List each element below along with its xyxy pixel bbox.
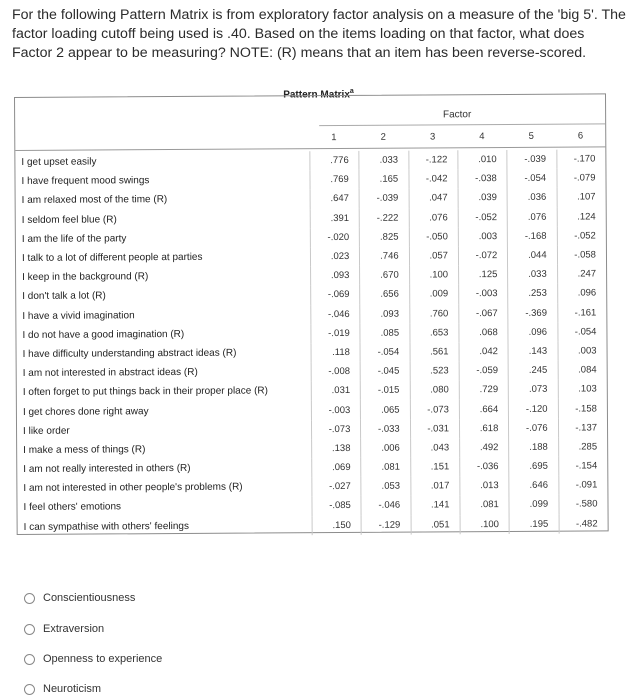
loading-cell: -.161 <box>557 303 606 322</box>
loading-cell: .096 <box>508 322 557 341</box>
item-label: I make a mess of things (R) <box>23 444 146 456</box>
loading-cell: -.020 <box>310 228 359 247</box>
loading-cell: .003 <box>557 341 606 360</box>
loading-cell: -.003 <box>458 284 507 303</box>
table-row <box>18 514 608 537</box>
item-label: I don't talk a lot (R) <box>22 290 106 303</box>
loading-cell: -.069 <box>310 285 359 304</box>
loading-cell: .245 <box>508 361 557 380</box>
loading-cell: .195 <box>509 514 558 533</box>
loading-cell: .253 <box>507 284 556 303</box>
loading-cell: .076 <box>408 208 457 227</box>
loading-cell: .746 <box>359 247 408 266</box>
loading-cell: -.008 <box>311 362 360 381</box>
loading-cell: .247 <box>557 265 606 284</box>
factor-column-1: 1 <box>331 132 337 144</box>
loading-cell: .653 <box>409 323 458 342</box>
loading-cell: .099 <box>509 495 558 514</box>
loading-cell: .561 <box>409 342 458 361</box>
loading-cell: -.073 <box>311 420 360 439</box>
loading-cell: .036 <box>507 188 556 207</box>
loading-cell: -.042 <box>408 169 457 188</box>
loading-cell: .143 <box>508 342 557 361</box>
loading-cell: .107 <box>556 188 605 207</box>
loading-cell: .085 <box>360 323 409 342</box>
loading-cell: -.091 <box>558 476 607 495</box>
loading-cell: .125 <box>458 265 507 284</box>
loading-cell: -.015 <box>360 381 409 400</box>
loading-cell: .033 <box>507 265 556 284</box>
loading-cell: .080 <box>409 381 458 400</box>
item-label: I get chores done right away <box>22 405 149 418</box>
option-label: Openness to experience <box>43 653 163 665</box>
loading-cell: .656 <box>359 285 408 304</box>
loading-cell: -.170 <box>556 149 605 168</box>
loading-cell: .150 <box>312 515 361 534</box>
loading-cell: .010 <box>457 150 506 169</box>
loading-cell: .165 <box>359 170 408 189</box>
table-rows <box>15 149 607 536</box>
factor-column-6: 6 <box>577 130 584 142</box>
loading-cell: -.067 <box>458 303 507 322</box>
loading-cell: .188 <box>508 437 557 456</box>
pattern-matrix-table <box>14 93 609 535</box>
loading-cell: -.027 <box>311 477 360 496</box>
loading-cell: -.046 <box>310 304 359 323</box>
loading-cell: .057 <box>409 246 458 265</box>
loading-cell: -.054 <box>360 342 409 361</box>
item-label: I am not interested in abstract ideas (R) <box>22 367 198 380</box>
factor-column-3: 3 <box>429 131 436 143</box>
loading-cell: -.079 <box>556 169 605 188</box>
loading-cell: .065 <box>360 400 409 419</box>
loading-cell: -.085 <box>311 496 360 515</box>
loading-cell: -.369 <box>508 303 557 322</box>
loading-cell: .523 <box>409 361 458 380</box>
loading-cell: .081 <box>459 495 508 514</box>
loading-cell: -.031 <box>410 419 459 438</box>
loading-cell: -.033 <box>360 419 409 438</box>
item-label: I can sympathise with others' feelings <box>23 520 189 533</box>
loading-cell: .825 <box>359 227 408 246</box>
loading-cell: .141 <box>410 496 459 515</box>
option-neuroticism[interactable] <box>24 683 101 695</box>
loading-cell: .695 <box>509 457 558 476</box>
loading-cell: .646 <box>509 476 558 495</box>
item-label: I do not have a good imagination (R) <box>22 328 185 341</box>
item-label: I am not interested in other people's problems (R) <box>23 481 243 495</box>
item-label: I feel others' emotions <box>23 501 122 514</box>
option-label: Neuroticism <box>43 683 102 695</box>
loading-cell: -.120 <box>508 399 557 418</box>
loading-cell: .039 <box>458 188 507 207</box>
loading-cell: .391 <box>310 208 359 227</box>
loading-cell: .492 <box>459 438 508 457</box>
loading-cell: .084 <box>557 360 606 379</box>
loading-cell: .053 <box>361 477 410 496</box>
factor-column-4: 4 <box>479 131 485 143</box>
loading-cell: -.019 <box>310 324 359 343</box>
loading-cell: .096 <box>557 284 606 303</box>
loading-cell: .069 <box>311 458 360 477</box>
loading-cell: -.054 <box>557 322 606 341</box>
loading-cell: .118 <box>311 343 360 362</box>
loading-cell: -.050 <box>408 227 457 246</box>
loading-cell: -.046 <box>361 496 410 515</box>
radio-icon[interactable] <box>24 654 35 665</box>
factor-column-2: 2 <box>380 131 386 143</box>
pattern-matrix-title: Pattern Matrix$^a$ <box>283 88 354 101</box>
item-label: I am the life of the party <box>21 233 127 245</box>
loading-cell: .151 <box>410 457 459 476</box>
factor-header: Factor <box>442 109 472 121</box>
loading-cell: .776 <box>309 151 358 170</box>
loading-cell: .017 <box>410 476 459 495</box>
loading-cell: .043 <box>410 438 459 457</box>
loading-cell: -.137 <box>558 418 607 437</box>
loading-cell: .023 <box>310 247 359 266</box>
option-label: Conscientiousness <box>43 592 136 604</box>
loading-cell: .093 <box>310 266 359 285</box>
question-text: For the following Pattern Matrix is from exploratory factor analysis on a measure of the 'big 5'. The factor loading cutoff being used is .40. Based on the items loading on that factor, what does Factor 2 appear to be measuring? NOTE: (R) means that an item has been reverse-scored. <box>12 7 626 61</box>
loading-cell: -.482 <box>558 514 607 533</box>
factor-column-5: 5 <box>528 130 534 142</box>
loading-cell: .042 <box>458 342 507 361</box>
radio-icon[interactable] <box>24 624 35 635</box>
loading-cell: .647 <box>310 189 359 208</box>
loading-cell: -.054 <box>507 169 556 188</box>
loading-cell: .076 <box>507 207 556 226</box>
item-label: I seldom feel blue (R) <box>21 214 117 226</box>
loading-cell: .664 <box>459 399 508 418</box>
loading-cell: .047 <box>408 189 457 208</box>
loading-cell: -.039 <box>507 150 556 169</box>
loading-cell: .124 <box>556 207 605 226</box>
loading-cell: .081 <box>361 458 410 477</box>
loading-cell: .013 <box>459 476 508 495</box>
loading-cell: -.039 <box>359 189 408 208</box>
loading-cell: -.168 <box>507 226 556 245</box>
item-label: I have frequent mood swings <box>21 175 150 188</box>
loading-cell: -.580 <box>558 495 607 514</box>
loading-cell: .044 <box>507 246 556 265</box>
item-label: I like order <box>23 425 70 437</box>
radio-icon[interactable] <box>24 593 35 604</box>
loading-cell: .051 <box>410 515 459 534</box>
option-openness[interactable] <box>24 653 162 665</box>
option-conscientiousness[interactable] <box>24 592 135 604</box>
loading-cell: -.076 <box>508 418 557 437</box>
loading-cell: -.129 <box>361 515 410 534</box>
loading-cell: -.073 <box>410 400 459 419</box>
loading-cell: -.045 <box>360 362 409 381</box>
loading-cell: -.058 <box>557 245 606 264</box>
loading-cell: -.038 <box>457 169 506 188</box>
loading-cell: -.072 <box>458 246 507 265</box>
option-label: Extraversion <box>43 623 105 635</box>
item-label: I am not really interested in others (R) <box>23 463 191 476</box>
item-label: I often forget to put things back in their proper place (R) <box>22 385 268 399</box>
loading-cell: .138 <box>311 439 360 458</box>
loading-cell: .285 <box>558 437 607 456</box>
loading-cell: .618 <box>459 419 508 438</box>
item-label: I have a vivid imagination <box>22 309 135 322</box>
loading-cell: .003 <box>458 227 507 246</box>
item-label: I am relaxed most of the time (R) <box>21 194 168 207</box>
loading-cell: -.158 <box>557 399 606 418</box>
item-label: I keep in the background (R) <box>22 271 149 284</box>
loading-cell: -.052 <box>556 226 605 245</box>
option-extraversion[interactable] <box>24 623 104 635</box>
loading-cell: .031 <box>311 381 360 400</box>
loading-cell: .006 <box>360 438 409 457</box>
loading-cell: .100 <box>409 265 458 284</box>
loading-cell: .760 <box>409 304 458 323</box>
loading-cell: -.222 <box>359 208 408 227</box>
loading-cell: .073 <box>508 380 557 399</box>
loading-cell: .033 <box>359 151 408 170</box>
loading-cell: .100 <box>460 515 509 534</box>
loading-cell: -.154 <box>558 456 607 475</box>
loading-cell: -.122 <box>408 150 457 169</box>
loading-cell: .068 <box>458 323 507 342</box>
loading-cell: .009 <box>409 285 458 304</box>
loading-cell: -.052 <box>458 208 507 227</box>
loading-cell: -.003 <box>311 400 360 419</box>
radio-icon[interactable] <box>24 684 35 695</box>
loading-cell: .670 <box>359 266 408 285</box>
loading-cell: .093 <box>360 304 409 323</box>
loading-cell: .769 <box>309 170 358 189</box>
loading-cell: .103 <box>557 380 606 399</box>
loading-cell: -.036 <box>459 457 508 476</box>
factor-column-numbers <box>309 130 605 143</box>
item-label: I have difficulty understanding abstract ideas (R) <box>22 347 237 360</box>
item-label: I get upset easily <box>21 156 97 169</box>
loading-cell: -.059 <box>459 361 508 380</box>
item-label: I talk to a lot of different people at parties <box>21 251 203 264</box>
loading-cell: .729 <box>459 380 508 399</box>
